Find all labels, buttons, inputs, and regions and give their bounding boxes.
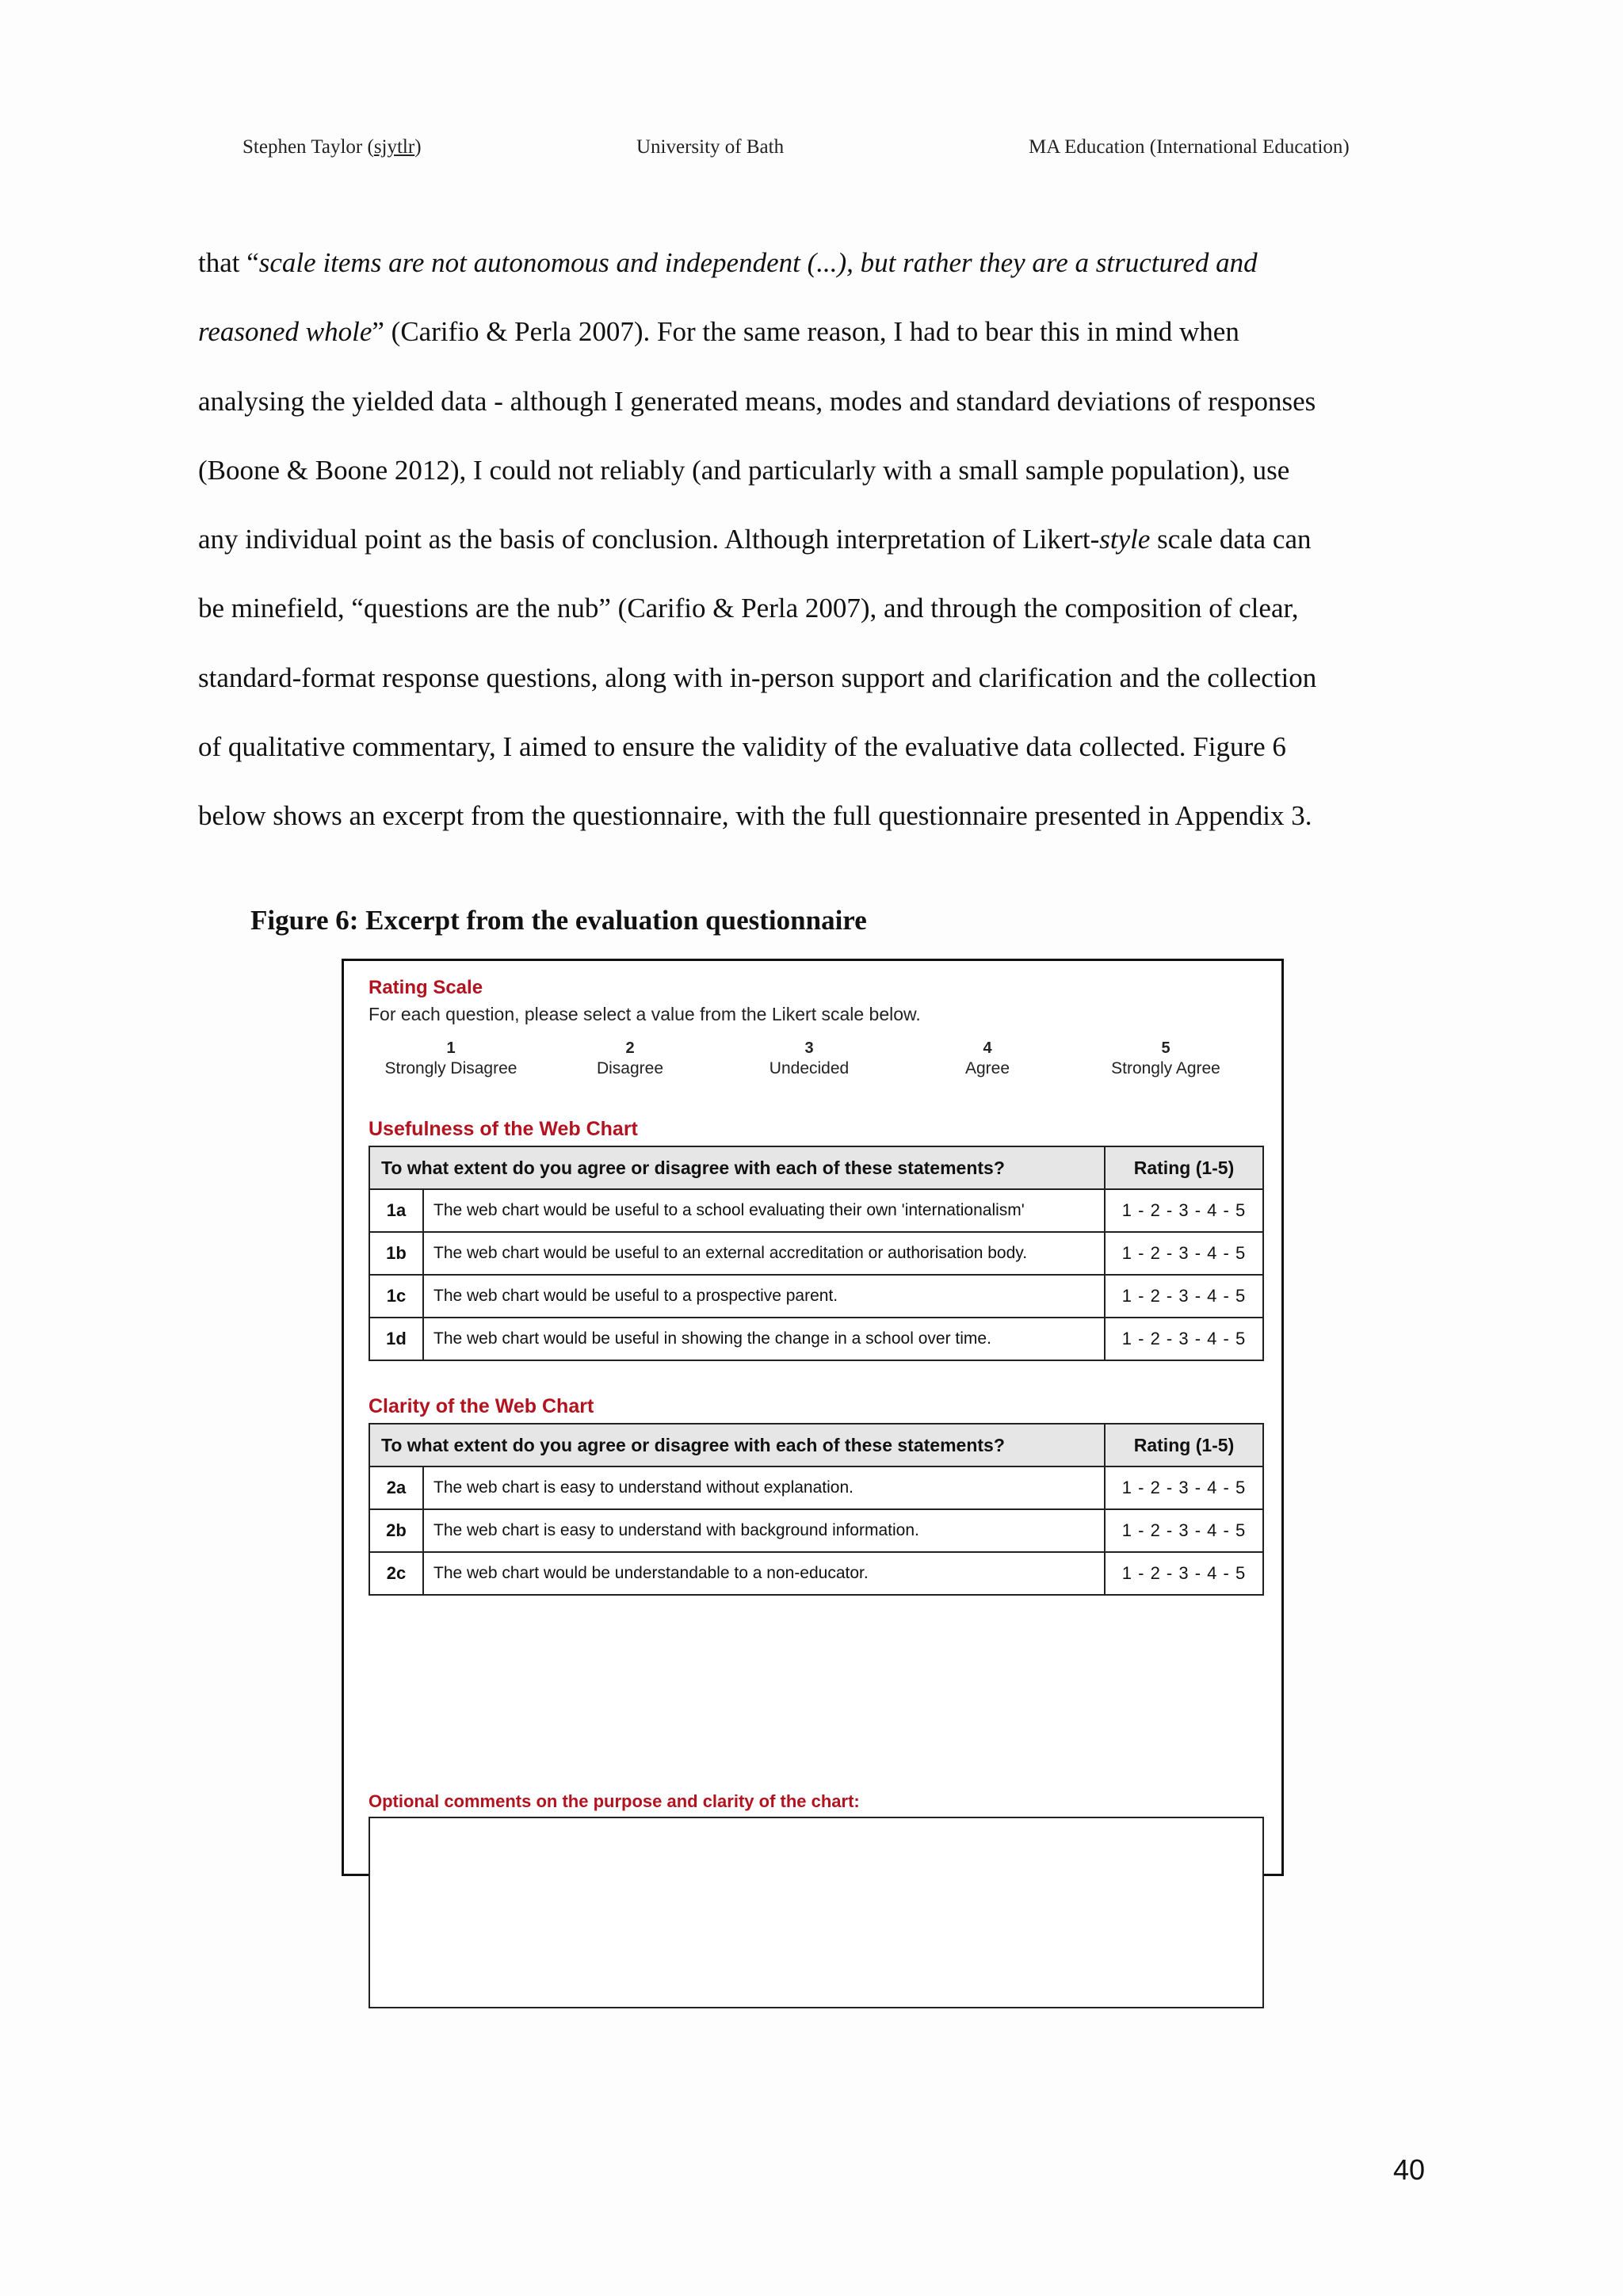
question-id: 1b <box>369 1232 423 1275</box>
scale-point: 2 Disagree <box>596 1039 664 1077</box>
running-header <box>0 136 1623 168</box>
scale-point: 1 Strongly Disagree <box>384 1039 517 1077</box>
likert-scale <box>369 1039 1264 1083</box>
scale-point: 4 Agree <box>964 1039 1010 1077</box>
question-rating: 1 - 2 - 3 - 4 - 5 <box>1105 1275 1263 1318</box>
section-title-usefulness: Usefulness of the Web Chart <box>369 1118 638 1140</box>
table-header-rating: Rating (1-5) <box>1105 1146 1263 1189</box>
table-row <box>369 1318 1263 1360</box>
body-line: below shows an excerpt from the questionnaire, with the full questionnaire presented in Appendix 3. <box>198 800 1312 832</box>
table-row <box>369 1552 1263 1595</box>
body-line: of qualitative commentary, I aimed to ensure the validity of the evaluative data collected. Figure 6 <box>198 731 1286 763</box>
table-header-question: To what extent do you agree or disagree with each of these statements? <box>369 1424 1105 1466</box>
body-line: standard-format response questions, along with in-person support and clarification and the collection <box>198 662 1317 693</box>
body-paragraph <box>198 228 1434 851</box>
author-id: sjytlr <box>373 136 415 158</box>
table-row <box>369 1466 1263 1509</box>
question-text: The web chart is easy to understand with background information. <box>423 1509 1105 1552</box>
table-header-question: To what extent do you agree or disagree with each of these statements? <box>369 1146 1105 1189</box>
question-text: The web chart would be understandable to a non-educator. <box>423 1552 1105 1595</box>
table-row <box>369 1232 1263 1275</box>
question-id: 1a <box>369 1189 423 1232</box>
table-header-row <box>369 1146 1263 1189</box>
table-row <box>369 1275 1263 1318</box>
comments-textarea[interactable] <box>369 1817 1264 2008</box>
clarity-table <box>369 1423 1264 1596</box>
scale-point: 5 Strongly Agree <box>1111 1039 1220 1077</box>
question-rating: 1 - 2 - 3 - 4 - 5 <box>1105 1318 1263 1360</box>
table-row <box>369 1509 1263 1552</box>
figure-caption: Figure 6: Excerpt from the evaluation questionnaire <box>250 905 867 936</box>
table-header-row <box>369 1424 1263 1466</box>
question-id: 1d <box>369 1318 423 1360</box>
question-text: The web chart would be useful to a school evaluating their own 'internationalism' <box>423 1189 1105 1232</box>
header-university: University of Bath <box>636 136 785 158</box>
question-text: The web chart is easy to understand without explanation. <box>423 1466 1105 1509</box>
question-text: The web chart would be useful to an external accreditation or authorisation body. <box>423 1232 1105 1275</box>
rating-scale-title: Rating Scale <box>369 977 483 998</box>
body-line: be minefield, “questions are the nub” (Carifio & Perla 2007), and through the composition of clear, <box>198 593 1299 624</box>
comments-title: Optional comments on the purpose and clarity of the chart: <box>369 1791 860 1811</box>
question-id: 1c <box>369 1275 423 1318</box>
section-title-clarity: Clarity of the Web Chart <box>369 1395 594 1417</box>
question-rating: 1 - 2 - 3 - 4 - 5 <box>1105 1552 1263 1595</box>
body-line: any individual point as the basis of conclusion. Although interpretation of Likert-style scale data can <box>198 524 1312 555</box>
question-rating: 1 - 2 - 3 - 4 - 5 <box>1105 1232 1263 1275</box>
question-rating: 1 - 2 - 3 - 4 - 5 <box>1105 1466 1263 1509</box>
question-rating: 1 - 2 - 3 - 4 - 5 <box>1105 1509 1263 1552</box>
question-rating: 1 - 2 - 3 - 4 - 5 <box>1105 1189 1263 1232</box>
body-line: reasoned whole” (Carifio & Perla 2007). For the same reason, I had to bear this in mind when <box>198 316 1239 348</box>
body-line: that “scale items are not autonomous and independent (...), but rather they are a structured and <box>198 247 1258 278</box>
header-course: MA Education (International Education) <box>1029 136 1350 158</box>
table-row <box>369 1189 1263 1232</box>
header-author: Stephen Taylor (sjytlr) <box>242 136 422 158</box>
question-id: 2b <box>369 1509 423 1552</box>
question-id: 2c <box>369 1552 423 1595</box>
page-number: 40 <box>1393 2153 1426 2186</box>
question-text: The web chart would be useful in showing the change in a school over time. <box>423 1318 1105 1360</box>
table-header-rating: Rating (1-5) <box>1105 1424 1263 1466</box>
body-line: (Boone & Boone 2012), I could not reliably (and particularly with a small sample population), use <box>198 454 1290 486</box>
question-text: The web chart would be useful to a prospective parent. <box>423 1275 1105 1318</box>
question-id: 2a <box>369 1466 423 1509</box>
questionnaire-figure <box>342 959 1284 1876</box>
rating-scale-intro: For each question, please select a value from the Likert scale below. <box>369 1004 921 1024</box>
scale-point: 3 Undecided <box>769 1039 850 1077</box>
body-line: analysing the yielded data - although I generated means, modes and standard deviations of responses <box>198 385 1316 417</box>
usefulness-table <box>369 1146 1264 1361</box>
